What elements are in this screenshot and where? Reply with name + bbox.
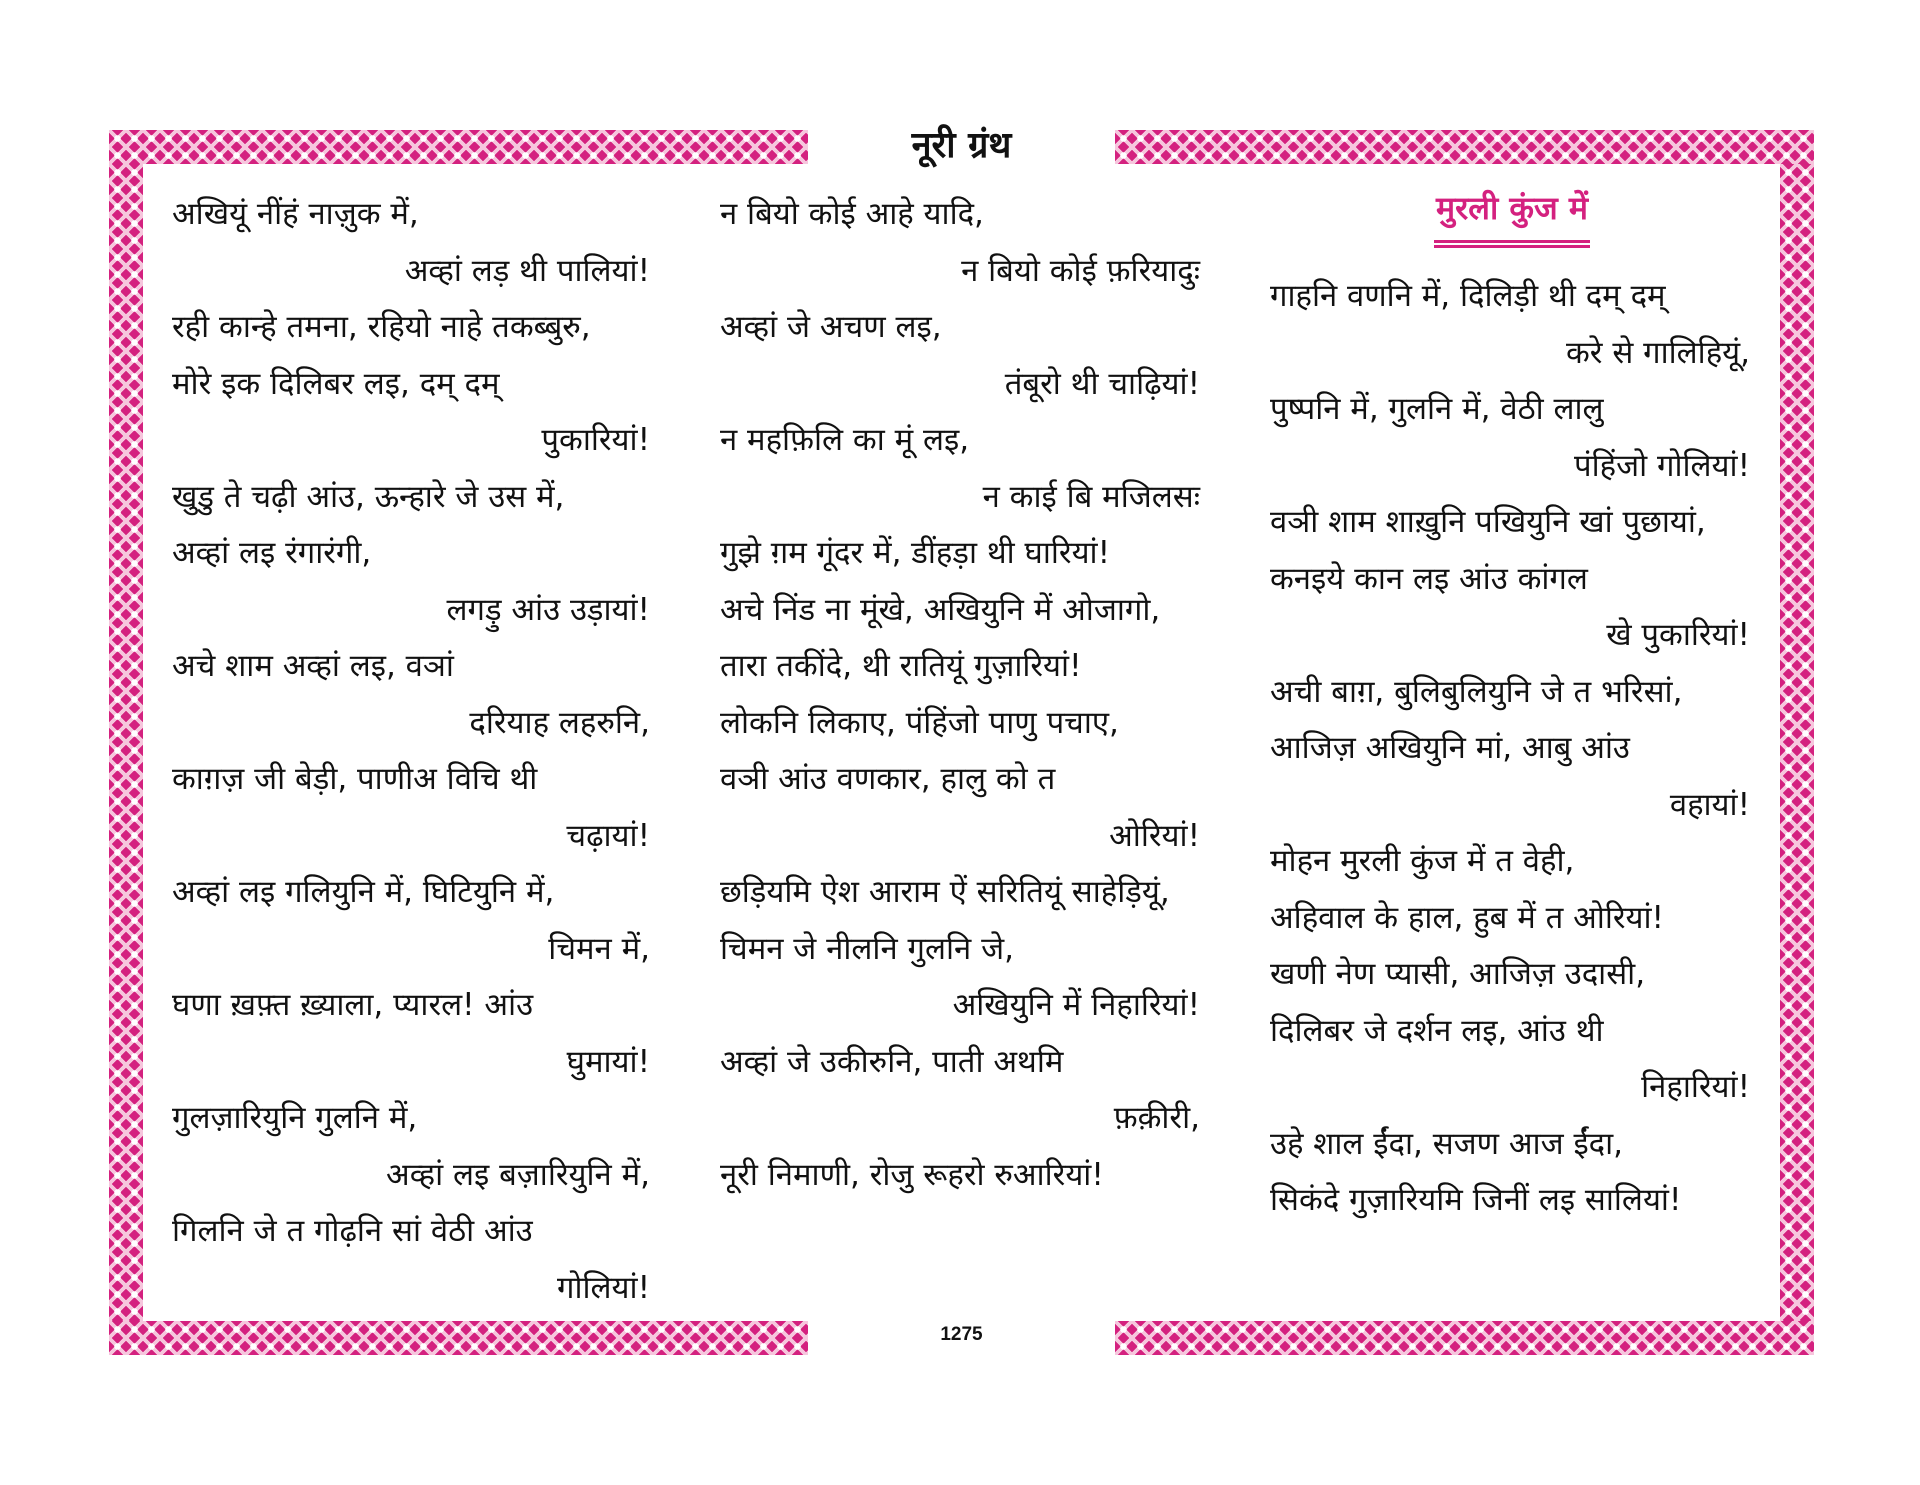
verse-line: दरियाह लहरुनि, [469,704,650,741]
verse-line: अव्हां लइ रंगारंगी, [172,535,372,571]
verse-line: निहारियां! [1641,1069,1750,1105]
verse-line: पंहिंजो गोलियां! [1574,447,1750,484]
verse-line: चिमन में, [548,930,650,967]
verse-line: गिलनि जे त गोढ़नि सां वेठी आंउ [172,1213,533,1249]
verse-line: तंबूरो थी चाढ़ियां! [1004,365,1200,402]
verse-line: गाहनि वणनि में, दिलिड़ी थी दम् दम् [1270,278,1666,314]
verse-line: पुकारियां! [541,422,650,458]
border-top-left [109,130,808,164]
verse-line: फ़क़ीरी, [1113,1100,1200,1136]
verse-line: आजिज़ अखियुनि मां, आबु आंउ [1270,730,1630,766]
verse-line: वञी आंउ वणकार, हालु को त [720,761,1056,797]
verse-line: चढ़ायां! [566,817,650,854]
verse-line: अव्हां जे उकीरुनि, पाती अथमि [720,1043,1064,1080]
verse-line: ओरियां! [1109,817,1200,854]
verse-line: चिमन जे नीलनि गुलनि जे, [720,930,1014,967]
verse-line: गुलज़ारियुनि गुलनि में, [172,1100,418,1136]
poem-column-2 [720,186,1200,1203]
verse-line: नूरी निमाणी, रोजु रूहरो रुआरियां! [720,1156,1104,1193]
verse-line: मोहन मुरली कुंज में त वेही, [1270,843,1575,879]
border-bottom-left [109,1321,808,1355]
verse-line: करे से गालिहियूं, [1565,334,1750,371]
page-number: 1275 [940,1324,983,1345]
verse-line: घणा ख़फ़्त ख़्याला, प्यारल! आंउ [172,987,534,1023]
verse-line: अव्हां जे अचण लइ, [720,309,942,345]
verse-line: छड़ियमि ऐश आराम ऐं सरितियूं साहेड़ियूं, [720,874,1170,910]
verse-line: अची बाग़, बुलिबुलियुनि जे त भरिसां, [1270,673,1683,710]
verse-line: अव्हां लइ बज़ारियुनि में, [386,1156,650,1193]
verse-line: न महफ़िलि का मूं लइ, [720,422,970,458]
verse-line: पुष्पनि में, गुलनि में, वेठी लालु [1270,391,1604,427]
verse-line: अहिवाल के हाल, हुब में त ओरियां! [1270,899,1664,936]
verse-line: लगड़ु आंउ उड़ायां! [446,591,650,628]
verse-line: गोलियां! [557,1269,650,1306]
verse-line: अव्हां लइ गलियुनि में, घिटियुनि में, [172,874,555,910]
verse-line: न बियो कोई आहे यादि, [720,196,984,232]
poem-column-1 [172,186,650,1316]
verse-line: दिलिबर जे दर्शन लइ, आंउ थी [1270,1012,1604,1049]
verse-line: खे पुकारियां! [1606,617,1750,653]
verse-line: रही कान्हे तमना, रहियो नाहे तकब्बुरु, [172,309,591,345]
border-left [109,130,143,1355]
verse-line: लोकनि लिकाए, पंहिंजो पाणु पचाए, [720,704,1119,741]
section-title: मुरली कुंज में [1436,189,1588,227]
verse-line: वहायां! [1669,786,1750,823]
verse-line: वञी शाम शाख़ुनि पखियुनि खां पुछायां, [1270,504,1706,540]
verse-line: खणी नेण प्यासी, आजिज़ उदासी, [1270,956,1646,992]
border-top-right [1115,130,1814,164]
verse-line: काग़ज़ जी बेड़ी, पाणीअ विचि थी [172,761,538,797]
verse-line: मोरे इक दिलिबर लइ, दम् दम् [172,365,500,402]
poem-column-3 [1270,186,1750,1229]
verse-line: उहे शाल ईंदा, सजण आज ईंदा, [1270,1125,1624,1162]
verse-line: अव्हां लड़ थी पालियां! [404,252,650,289]
verse-line: तारा तकींदे, थी रातियूं गुज़ारियां! [720,648,1082,684]
verse-line: अखियुनि में निहारियां! [952,987,1200,1023]
verse-line: सिकंदे गुज़ारियमि जिनीं लइ सालियां! [1270,1182,1682,1218]
verse-line: न काई बि मजिलसः [982,478,1200,515]
verse-line: अचे निंड ना मूंखे, अखियुनि में ओजागो, [720,591,1161,628]
verse-line: अचे शाम अव्हां लइ, वञां [172,648,454,684]
verse-line: न बियो कोई फ़रियादुः [961,252,1200,289]
title-underline [1434,240,1590,248]
border-bottom-right [1115,1321,1814,1355]
border-right [1780,130,1814,1355]
verse-line: गुझे ग़म गूंदर में, डींहड़ा थी घारियां! [720,535,1111,571]
page-title: नूरी ग्रंथ [911,125,1012,166]
verse-line: कनइये कान लइ आंउ कांगल [1270,560,1588,597]
verse-line: खुडु ते चढ़ी आंउ, ऊन्हारे जे उस में, [172,478,565,515]
verse-line: घुमायां! [566,1043,650,1080]
verse-line: अखियूं नींहं नाज़ुक में, [172,196,419,232]
